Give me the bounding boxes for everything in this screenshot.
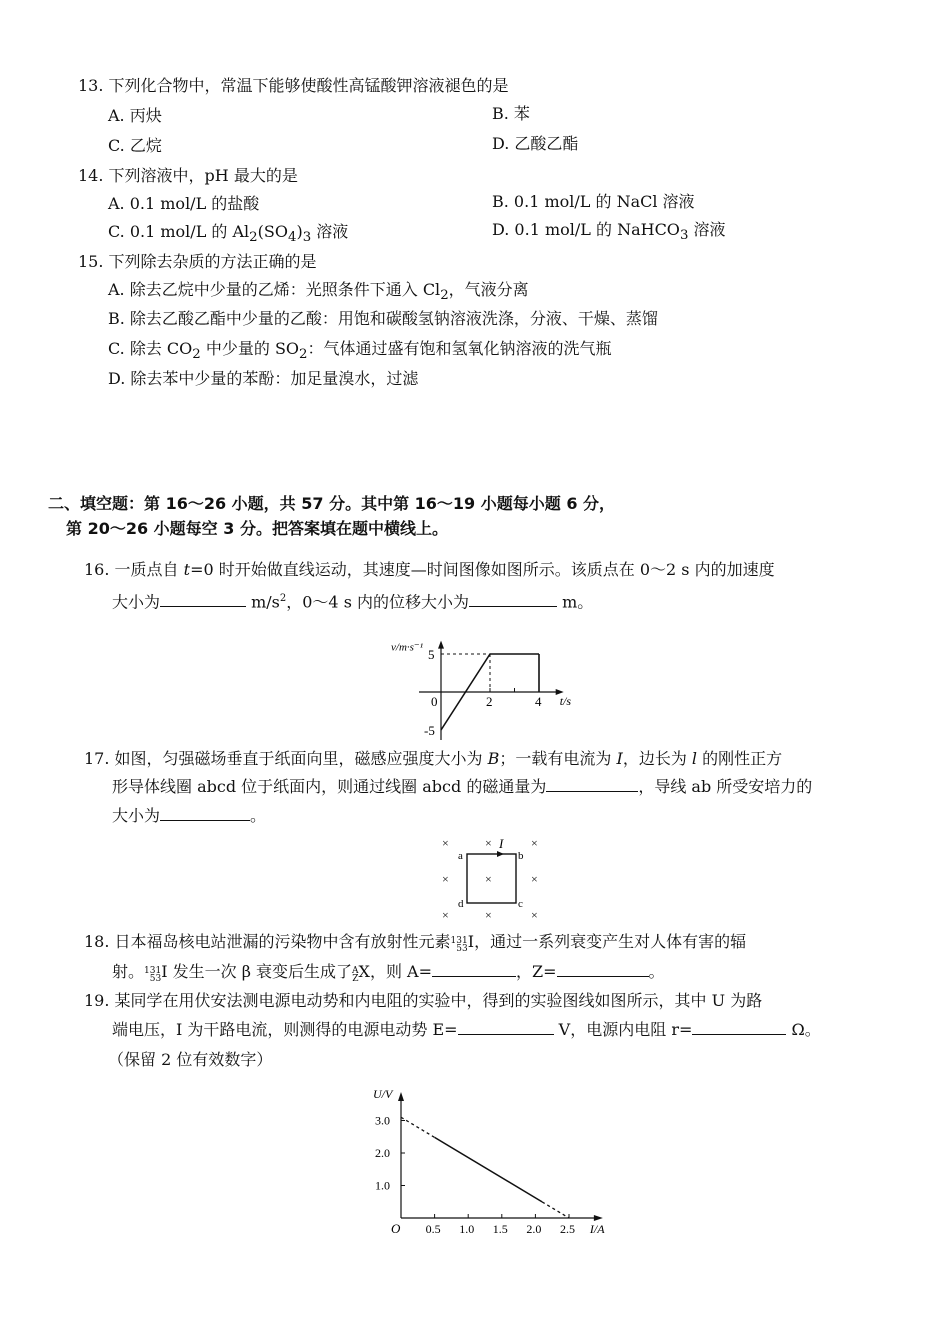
- vt-y-tick-label: -5: [424, 723, 435, 738]
- label-b: b: [518, 850, 524, 862]
- vt-x-tick-label: 0: [431, 694, 438, 709]
- vt-y-tick-label: 5: [428, 647, 435, 662]
- q15-option-c: C. 除去 $CO_2$ 中少量的 $SO_2$：气体通过盛有饱和氢氧化钠溶液的洗气瓶: [108, 339, 612, 363]
- q14-stem: 14. 下列溶液中，pH 最大的是: [78, 166, 298, 185]
- ui-series-extrapolated: [401, 1117, 435, 1137]
- field-cross: ×: [531, 908, 538, 922]
- ui-graph-group: [373, 1087, 605, 1236]
- vt-x-label: t/s: [559, 694, 572, 708]
- ui-y-tick-label: 3.0: [375, 1113, 390, 1128]
- q13-stem: 13. 下列化合物中，常温下能够使酸性高锰酸钾溶液褪色的是: [78, 76, 509, 95]
- q14-option-a: A. 0.1 mol/L 的盐酸: [108, 194, 260, 213]
- q19-line3: （保留 2 位有效数字）: [108, 1050, 273, 1069]
- q15-stem: 15. 下列除去杂质的方法正确的是: [78, 252, 317, 271]
- ui-x-tick-label: 1.5: [492, 1222, 508, 1236]
- field-cross: ×: [485, 836, 492, 850]
- ui-x-arrow: [594, 1215, 603, 1221]
- q15-option-b: B. 除去乙酸乙酯中少量的乙酸：用饱和碳酸氢钠溶液洗涤，分液、干燥、蒸馏: [108, 309, 658, 328]
- q13-option-b: B. 苯: [492, 104, 530, 123]
- label-c: c: [518, 898, 523, 910]
- q19-line1: 19. 某同学在用伏安法测电源电动势和内电阻的实验中，得到的实验图线如图所示，其中 U 为路: [84, 991, 763, 1010]
- field-cross: ×: [485, 908, 492, 922]
- ui-series-extrapolated: [542, 1202, 569, 1218]
- q14-option-d: D. 0.1 mol/L 的 NaHCO$_3$ 溶液: [492, 220, 726, 244]
- q18-line2: 射。131 53I 发生一次 β 衰变后生成了A ZX，则 A= ，Z= 。: [112, 962, 665, 984]
- q14-option-b: B. 0.1 mol/L 的 NaCl 溶液: [492, 192, 695, 211]
- ui-y-tick-label: 2.0: [375, 1146, 390, 1160]
- field-cross: ×: [442, 908, 449, 922]
- field-cross: ×: [485, 872, 492, 886]
- field-cross: ×: [531, 872, 538, 886]
- field-cross: ×: [442, 836, 449, 850]
- field-cross: ×: [442, 872, 449, 886]
- section2-heading-line1: 二、填空题：第 16～26 小题，共 57 分。其中第 16～19 小题每小题 6 分，: [48, 494, 616, 513]
- label-a: a: [458, 850, 463, 862]
- ui-y-tick-label: 1.0: [375, 1178, 390, 1193]
- q18-line1: 18. 日本福岛核电站泄漏的污染物中含有放射性元素131 53I，通过一系列衰变产生对人体有害的辐: [84, 932, 747, 954]
- q16-line1: 16. 一质点自 t=0 时开始做直线运动，其速度—时间图像如图所示。该质点在 0～2 s 内的加速度: [84, 560, 775, 579]
- q13-option-d: D. 乙酸乙酯: [492, 134, 579, 153]
- q15-option-a: A. 除去乙烷中少量的乙烯：光照条件下通入 $Cl_2$，气液分离: [108, 280, 529, 304]
- q15-option-d: D. 除去苯中少量的苯酚：加足量溴水，过滤: [108, 369, 419, 388]
- vt-x-tick-label: 2: [486, 694, 493, 709]
- vt-x-tick-label: 4: [535, 694, 542, 709]
- section2-heading-line2: 第 20～26 小题每空 3 分。把答案填在题中横线上。: [66, 519, 448, 538]
- q17-line1: 17. 如图，匀强磁场垂直于纸面向里，磁感应强度大小为 B；一载有电流为 I，边长为 l 的刚性正方: [84, 749, 783, 768]
- q17-line2: 形导体线圈 abcd 位于纸面内，则通过线圈 abcd 的磁通量为 ，导线 ab 所受安培力的: [112, 777, 813, 796]
- ui-y-arrow: [398, 1092, 404, 1101]
- label-d: d: [458, 898, 464, 910]
- q19-line2: 端电压，I 为干路电流，则测得的电源电动势 E= V，电源内电阻 r= Ω。: [112, 1020, 821, 1039]
- ui-x-label: I/A: [589, 1222, 605, 1236]
- ui-x-tick-label: 1.0: [459, 1222, 475, 1236]
- label-current: I: [499, 836, 504, 851]
- q13-option-c: C. 乙烷: [108, 136, 162, 155]
- q17-line3: 大小为 。: [112, 806, 267, 825]
- q13-option-a: A. 丙炔: [108, 106, 162, 125]
- field-cross: ×: [531, 836, 538, 850]
- ui-series-line: [435, 1137, 543, 1201]
- ui-x-tick-label: 0.5: [425, 1222, 441, 1236]
- ui-origin-label: O: [391, 1221, 401, 1236]
- ui-x-tick-label: 2.0: [526, 1222, 542, 1236]
- ui-y-label: U/V: [373, 1087, 393, 1101]
- q16-line2: 大小为 $m/s^2$，0～4 s 内的位移大小为 m。: [112, 592, 594, 612]
- vt-y-label: v/m·s⁻¹: [391, 641, 424, 654]
- ui-x-tick-label: 2.5: [560, 1222, 575, 1236]
- q14-option-c: C. 0.1 mol/L 的 $Al_2(SO_4)_3$ 溶液: [108, 222, 349, 246]
